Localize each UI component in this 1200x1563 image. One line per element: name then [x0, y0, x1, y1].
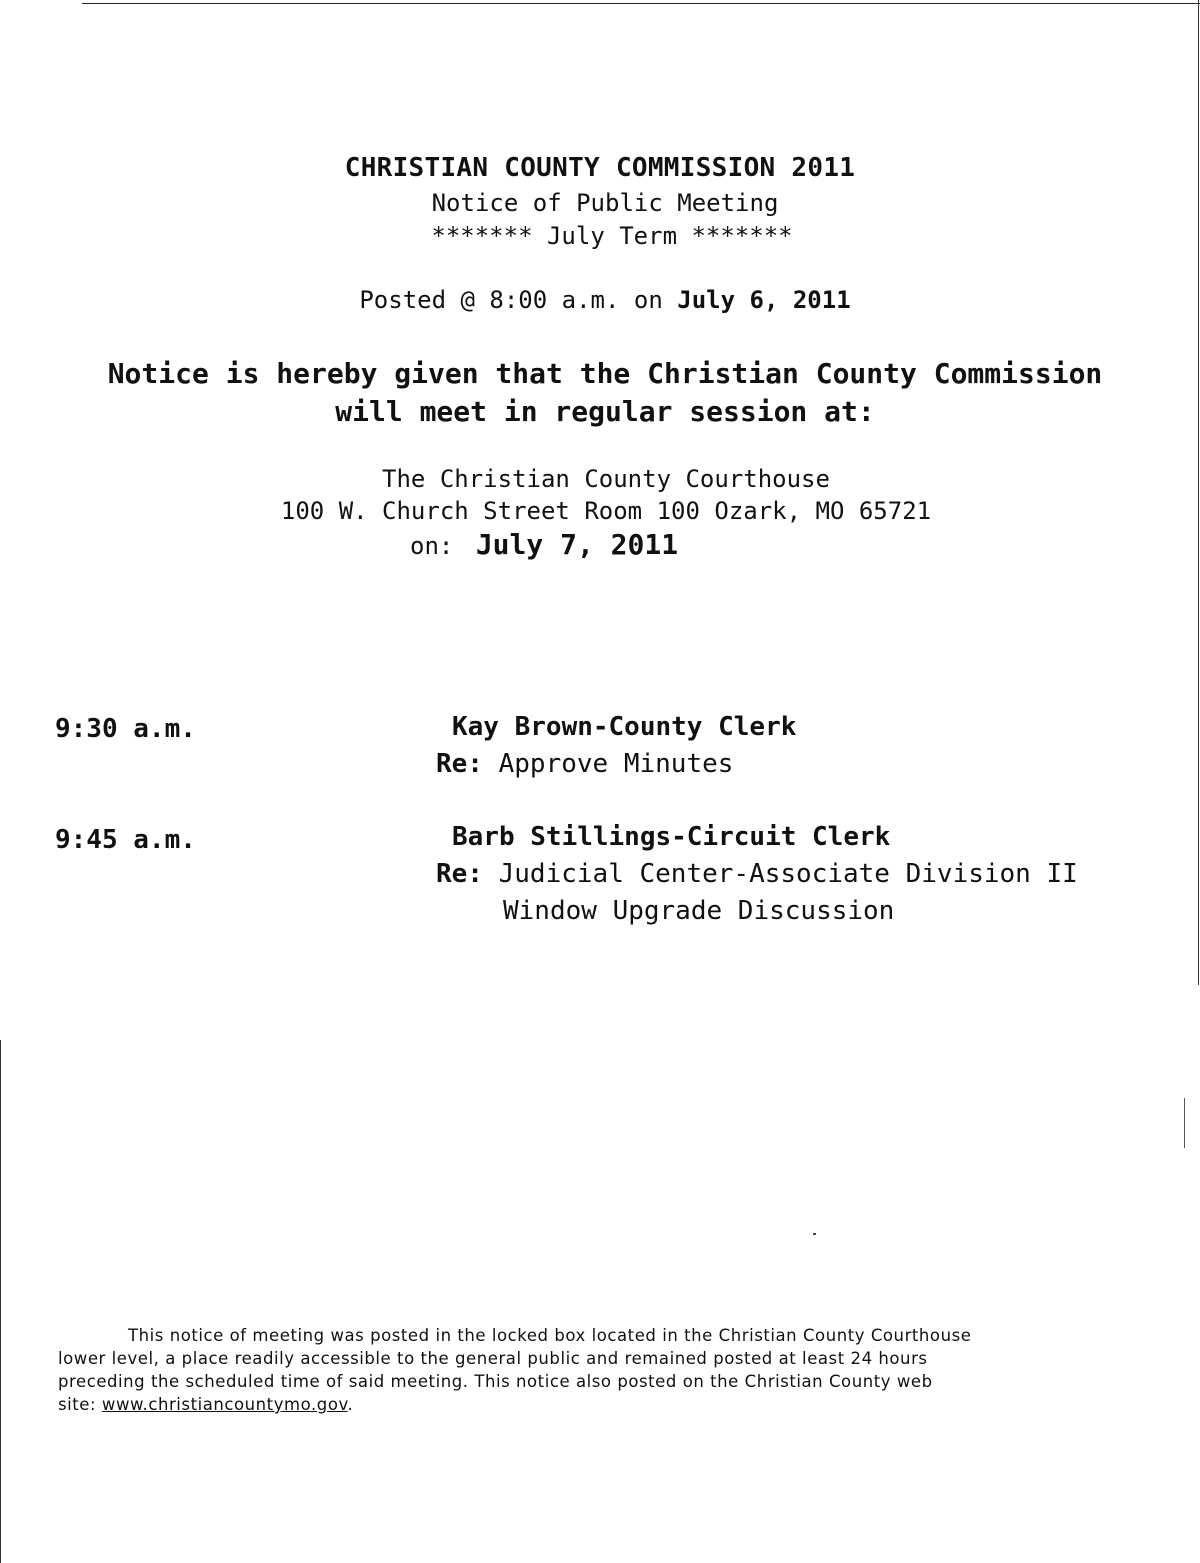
meeting-date-line: [410, 528, 678, 561]
scan-border-top: [82, 3, 1200, 4]
agenda-presenter: Kay Brown-County Clerk: [452, 712, 797, 742]
venue-address: 100 W. Church Street Room 100 Ozark, MO 65721: [280, 497, 932, 525]
footnote-text-1: This notice of meeting was posted in the locked box located in the Christian County Courthouse: [128, 1326, 972, 1345]
agenda-re-label: Re:: [436, 859, 483, 889]
footnote-line-3: preceding the scheduled time of said meeting. This notice also posted on the Christian County web: [58, 1372, 933, 1391]
posting-footnote: [58, 1324, 1168, 1416]
agenda-re-label: Re:: [436, 749, 483, 779]
meeting-date-label: on:: [410, 532, 454, 560]
footnote-line-1: [58, 1324, 1168, 1347]
agenda-subject-continued: Window Upgrade Discussion: [503, 896, 895, 926]
posted-prefix: Posted @ 8:00 a.m. on: [359, 286, 663, 314]
posted-date: July 6, 2011: [677, 286, 851, 314]
agenda-presenter: Barb Stillings-Circuit Clerk: [452, 822, 891, 852]
website-link[interactable]: www.christiancountymo.gov: [101, 1395, 348, 1414]
venue-block: [6, 463, 1200, 527]
notice-statement: [5, 355, 1200, 431]
scan-border-left: [0, 1040, 1, 1563]
venue-name: The Christian County Courthouse: [382, 465, 830, 493]
agenda-subject: Judicial Center-Associate Division II: [498, 859, 1078, 889]
document-title: CHRISTIAN COUNTY COMMISSION 2011: [344, 153, 856, 183]
scan-speck: [813, 1233, 816, 1235]
agenda-time: 9:30 a.m.: [55, 714, 196, 744]
agenda-time: 9:45 a.m.: [55, 825, 196, 855]
agenda-subject: Approve Minutes: [498, 749, 734, 779]
footnote-period: .: [347, 1395, 354, 1414]
scan-mark: [1184, 1098, 1185, 1148]
footnote-line-4: [58, 1393, 1168, 1416]
document-subtitle: Notice of Public Meeting: [431, 189, 779, 217]
agenda-subject-line: [436, 749, 733, 779]
posted-line: [5, 286, 1200, 314]
notice-line-1: Notice is hereby given that the Christian County Commission: [107, 357, 1103, 390]
footnote-line-2: lower level, a place readily accessible to the general public and remained posted at least 24 hours: [58, 1349, 928, 1368]
meeting-date: July 7, 2011: [475, 528, 679, 561]
term-line: ******* July Term *******: [431, 222, 793, 250]
footnote-site-label: site:: [58, 1395, 97, 1414]
agenda-subject-line: [436, 859, 1078, 889]
notice-line-2: will meet in regular session at:: [335, 395, 875, 428]
